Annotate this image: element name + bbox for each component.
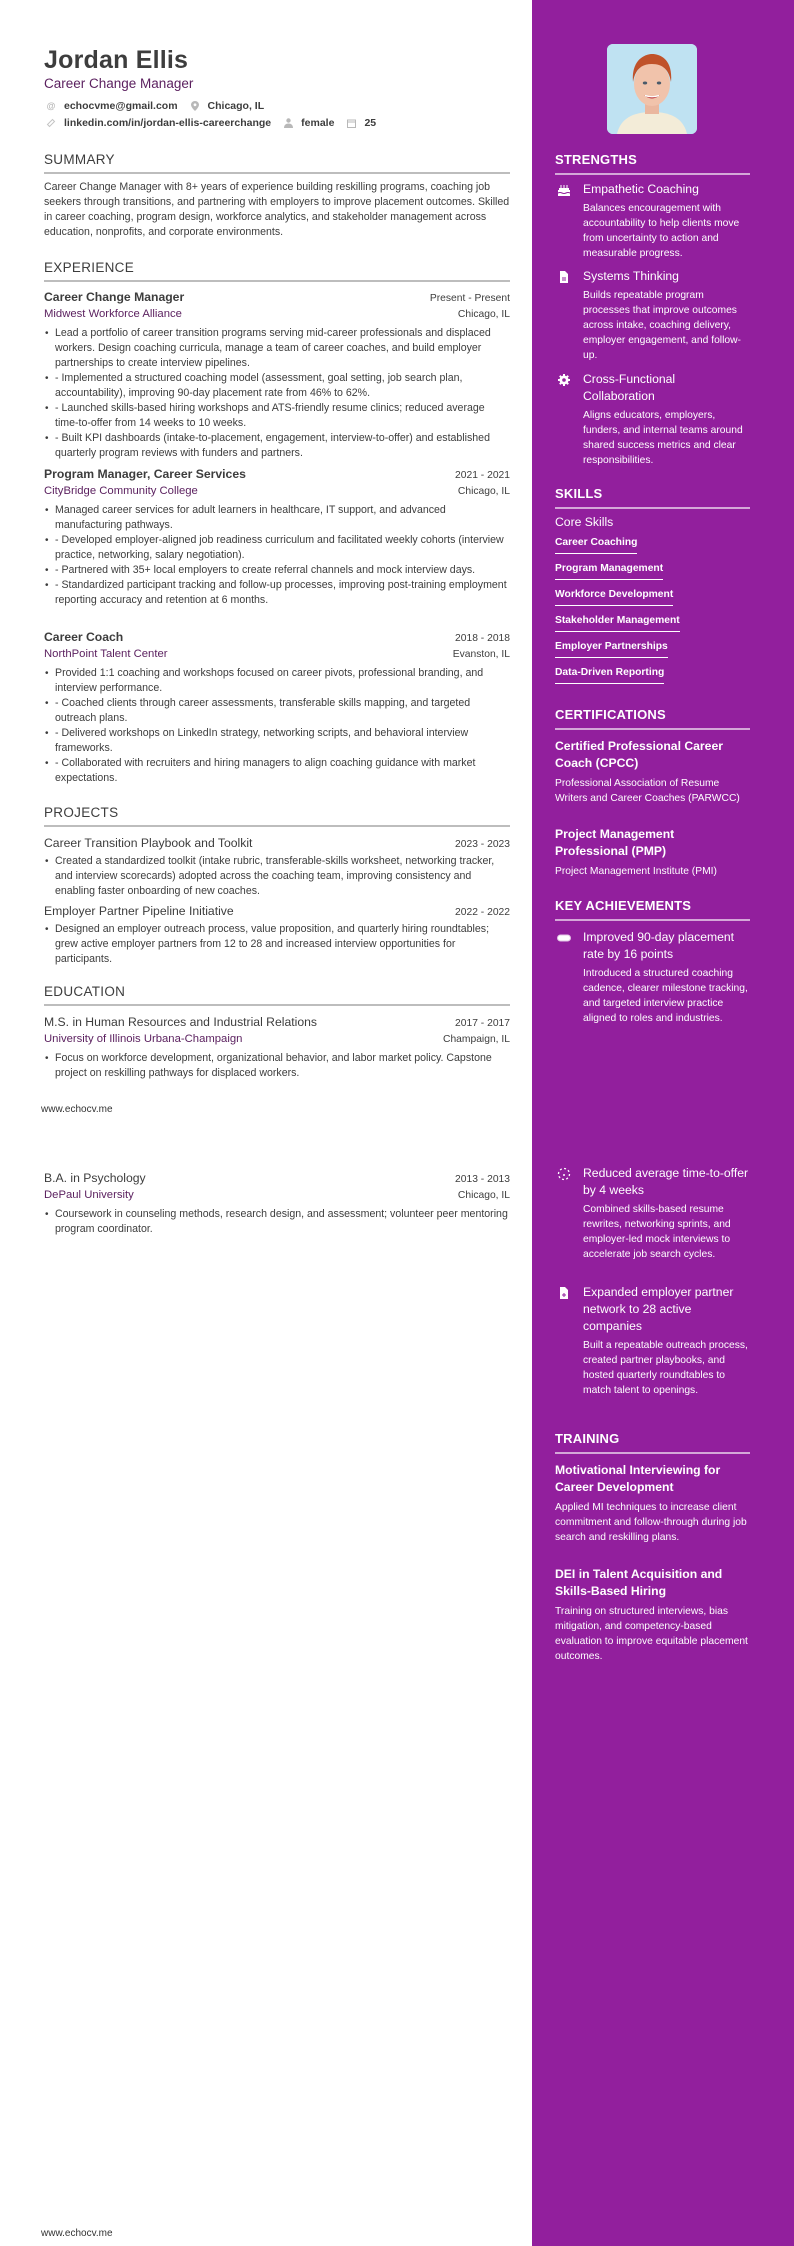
- bullet: • - Delivered workshops on LinkedIn strategy, networking scripts, and behavioral interview frameworks.: [44, 726, 510, 756]
- achievements-heading: KEY ACHIEVEMENTS: [555, 898, 750, 921]
- gear-icon: [557, 373, 571, 387]
- degree: B.A. in Psychology: [44, 1171, 146, 1185]
- strength-description: Builds repeatable program processes that improve outcomes across intake, coaching delivery, employer engagement, and follow-up.: [583, 290, 741, 361]
- school-location: Champaign, IL: [443, 1034, 510, 1045]
- footer-site-link-page-2[interactable]: www.echocv.me: [41, 2228, 113, 2239]
- job-organization: CityBridge Community College: [44, 485, 198, 497]
- age-text: 25: [364, 117, 377, 129]
- link-icon: [46, 118, 56, 128]
- contact-row-1: [46, 100, 276, 112]
- contact-linkedin[interactable]: [46, 117, 271, 129]
- job-organization: Midwest Workforce Alliance: [44, 308, 182, 320]
- bullet: • - Standardized participant tracking and follow-up processes, improving post-training employment reporting accuracy and retention at 6 months.: [44, 578, 510, 608]
- strength-title: Cross-Functional Collaboration: [583, 372, 676, 403]
- project-name: Career Transition Playbook and Toolkit: [44, 836, 253, 850]
- education-2-header: [44, 1171, 510, 1185]
- experience-heading: EXPERIENCE: [44, 260, 510, 282]
- education-1-school-row: [44, 1033, 510, 1045]
- contact-gender: [283, 117, 334, 129]
- document-icon: [557, 270, 571, 284]
- experience-entry-2-header: [44, 467, 510, 481]
- email-text: echocvme@gmail.com: [64, 100, 178, 112]
- achievement-description: Introduced a structured coaching cadence, clearer milestone tracking, and targeted interview practice aligned to roles and industries.: [583, 968, 748, 1024]
- linkedin-text: linkedin.com/in/jordan-ellis-careerchange: [64, 117, 272, 129]
- experience-entry-3-bullets: [44, 666, 510, 786]
- project-2-bullets: [44, 922, 510, 967]
- certification-name: Project Management Professional (PMP): [555, 827, 675, 858]
- bullet: • Lead a portfolio of career transition programs serving mid-career professionals and displaced workers. Design coaching curricula, manage a team of career coaches, and build employer partnerships to create interview pipelines.: [44, 326, 510, 371]
- strength-description: Aligns educators, employers, funders, and internal teams around shared success metrics and clear responsibilities.: [583, 410, 743, 466]
- skill-tag: Career Coaching: [555, 537, 637, 554]
- bullet: • Created a standardized toolkit (intake rubric, transferable-skills worksheet, networking tracker, and interview scorecards) adopted across the coaching team, improving consistency and enabling faster onboarding of new coaches.: [44, 854, 510, 899]
- contact-row-2: [46, 117, 388, 129]
- candidate-title: Career Change Manager: [44, 76, 194, 91]
- summary-heading: SUMMARY: [44, 152, 510, 174]
- education-heading: EDUCATION: [44, 984, 510, 1006]
- skills-subheading: Core Skills: [555, 515, 614, 529]
- bullet: • - Launched skills-based hiring workshops and ATS-friendly resume clinics; reduced average time-to-offer from 14 weeks to 10 weeks.: [44, 401, 510, 431]
- skill-tag: Stakeholder Management: [555, 615, 680, 632]
- certification-name: Certified Professional Career Coach (CPCC): [555, 739, 723, 770]
- at-icon: @: [46, 101, 56, 111]
- school: University of Illinois Urbana-Champaign: [44, 1033, 243, 1045]
- job-role: Career Coach: [44, 630, 124, 644]
- strength-description: Balances encouragement with accountability to help clients move from uncertainty to action and measurable progress.: [583, 203, 740, 259]
- achievement-description: Built a repeatable outreach process, created partner playbooks, and hosted quarterly roundtables to match talent to openings.: [583, 1340, 748, 1396]
- achievement-description: Combined skills-based resume rewrites, networking sprints, and employer-led mock interviews to accelerate job search cycles.: [583, 1204, 731, 1260]
- education-dates: 2013 - 2013: [455, 1174, 510, 1185]
- experience-entry-2-bullets: [44, 503, 510, 608]
- strength-item: [555, 371, 750, 468]
- experience-entry-2-org: [44, 485, 510, 497]
- certification-issuer: Professional Association of Resume Writers and Career Coaches (PARWCC): [555, 778, 740, 804]
- skills-heading: SKILLS: [555, 486, 750, 509]
- experience-entry-3-org: [44, 648, 510, 660]
- profile-photo: [607, 44, 697, 134]
- training-heading: TRAINING: [555, 1431, 750, 1454]
- job-role: Career Change Manager: [44, 290, 185, 304]
- project-dates: 2023 - 2023: [455, 839, 510, 850]
- contact-location: [190, 100, 265, 112]
- calendar-icon: [346, 118, 356, 128]
- bullet: • - Implemented a structured coaching model (assessment, goal setting, job search plan, accountability), improving 90-day placement rate from 46% to 62%.: [44, 371, 510, 401]
- gender-text: female: [301, 117, 335, 129]
- school: DePaul University: [44, 1189, 134, 1201]
- education-dates: 2017 - 2017: [455, 1018, 510, 1029]
- bullet: • Designed an employer outreach process, value proposition, and quarterly hiring roundtables; grew active employer partners from 12 to 28 and increased interview opportunities for participants.: [44, 922, 510, 967]
- job-location: Chicago, IL: [457, 486, 510, 497]
- experience-entry-1-org: [44, 308, 510, 320]
- job-organization: NorthPoint Talent Center: [44, 648, 168, 660]
- strength-title: Empathetic Coaching: [583, 182, 699, 196]
- summary-text: Career Change Manager with 8+ years of experience building reskilling programs, coaching job seekers through transitions, and partnering with employers to improve placement outcomes. Skilled in career coaching, program design, workforce analytics, and stakeholder management across education, nonprofits, and corporate environments.: [44, 181, 510, 238]
- bullet: • - Built KPI dashboards (intake-to-placement, engagement, interview-to-offer) and established quarterly program reviews with funders and partners.: [44, 431, 510, 461]
- skill-tag: Data-Driven Reporting: [555, 667, 664, 684]
- project-name: Employer Partner Pipeline Initiative: [44, 904, 234, 918]
- project-2-header: [44, 904, 510, 918]
- training-description: Training on structured interviews, bias mitigation, and competency-based evaluation to improve equitable placement outcomes.: [555, 1606, 748, 1662]
- education-1-bullets: [44, 1051, 510, 1081]
- achievement-item: [555, 1165, 750, 1262]
- achievement-item: [555, 1284, 750, 1398]
- job-dates: Present - Present: [429, 293, 510, 304]
- job-location: Chicago, IL: [457, 309, 510, 320]
- project-1-header: [44, 836, 510, 850]
- education-2-bullets: [44, 1207, 510, 1237]
- projects-heading: PROJECTS: [44, 805, 510, 827]
- school-location: Chicago, IL: [457, 1190, 510, 1201]
- education-2-school-row: [44, 1189, 510, 1201]
- skill-tag: Employer Partnerships: [555, 641, 668, 658]
- certification-issuer: Project Management Institute (PMI): [555, 866, 717, 877]
- strength-title: Systems Thinking: [583, 269, 679, 283]
- file-plus-icon: [557, 1286, 571, 1300]
- dashed-circle-icon: [557, 1167, 571, 1181]
- location-pin-icon: [190, 101, 200, 111]
- strengths-heading: STRENGTHS: [555, 152, 750, 175]
- bullet: • - Coached clients through career assessments, transferable skills mapping, and targeted outreach plans.: [44, 696, 510, 726]
- experience-entry-1-header: [44, 290, 510, 304]
- project-1-bullets: [44, 854, 510, 899]
- certifications-heading: CERTIFICATIONS: [555, 707, 750, 730]
- bullet: • - Developed employer-aligned job readiness curriculum and facilitated weekly cohorts (interview practice, networking, salary negotiation).: [44, 533, 510, 563]
- achievement-title: Expanded employer partner network to 28 active companies: [583, 1285, 734, 1333]
- education-1-header: [44, 1015, 510, 1029]
- achievement-title: Reduced average time-to-offer by 4 weeks: [583, 1166, 749, 1197]
- bullet: • - Collaborated with recruiters and hiring managers to align coaching guidance with market expectations.: [44, 756, 510, 786]
- training-name: DEI in Talent Acquisition and Skills-Based Hiring: [555, 1567, 723, 1598]
- bullet: • - Partnered with 35+ local employers to create referral channels and mock interview days.: [44, 563, 510, 578]
- job-role: Program Manager, Career Services: [44, 467, 246, 481]
- experience-entry-1-bullets: [44, 326, 510, 461]
- cake-icon: [557, 183, 571, 197]
- footer-site-link-page-1[interactable]: www.echocv.me: [41, 1104, 113, 1115]
- training-name: Motivational Interviewing for Career Development: [555, 1463, 721, 1494]
- pill-icon: [557, 931, 571, 945]
- achievement-item: [555, 929, 750, 1026]
- bullet: • Focus on workforce development, organizational behavior, and labor market policy. Capstone project on reskilling pathways for displaced workers.: [44, 1051, 510, 1081]
- bullet: • Managed career services for adult learners in healthcare, IT support, and advanced manufacturing pathways.: [44, 503, 510, 533]
- experience-entry-3-header: [44, 630, 510, 644]
- skill-tag: Program Management: [555, 563, 663, 580]
- achievement-title: Improved 90-day placement rate by 16 points: [583, 930, 735, 961]
- strength-item: [555, 181, 750, 261]
- strength-item: [555, 268, 750, 363]
- job-dates: 2021 - 2021: [455, 470, 510, 481]
- contact-age: [346, 117, 376, 129]
- bullet: • Coursework in counseling methods, research design, and assessment; volunteer peer mentoring program coordinator.: [44, 1207, 510, 1237]
- training-description: Applied MI techniques to increase client commitment and follow-through during job search and reskilling plans.: [555, 1502, 747, 1543]
- location-text: Chicago, IL: [207, 100, 265, 112]
- job-dates: 2018 - 2018: [455, 633, 510, 644]
- candidate-name: Jordan Ellis: [44, 46, 189, 74]
- person-icon: [283, 118, 293, 128]
- bullet: • Provided 1:1 coaching and workshops focused on career pivots, professional branding, and interview performance.: [44, 666, 510, 696]
- degree: M.S. in Human Resources and Industrial Relations: [44, 1015, 317, 1029]
- contact-email[interactable]: [46, 100, 178, 112]
- skill-tag: Workforce Development: [555, 589, 673, 606]
- job-location: Evanston, IL: [452, 649, 510, 660]
- project-dates: 2022 - 2022: [455, 907, 510, 918]
